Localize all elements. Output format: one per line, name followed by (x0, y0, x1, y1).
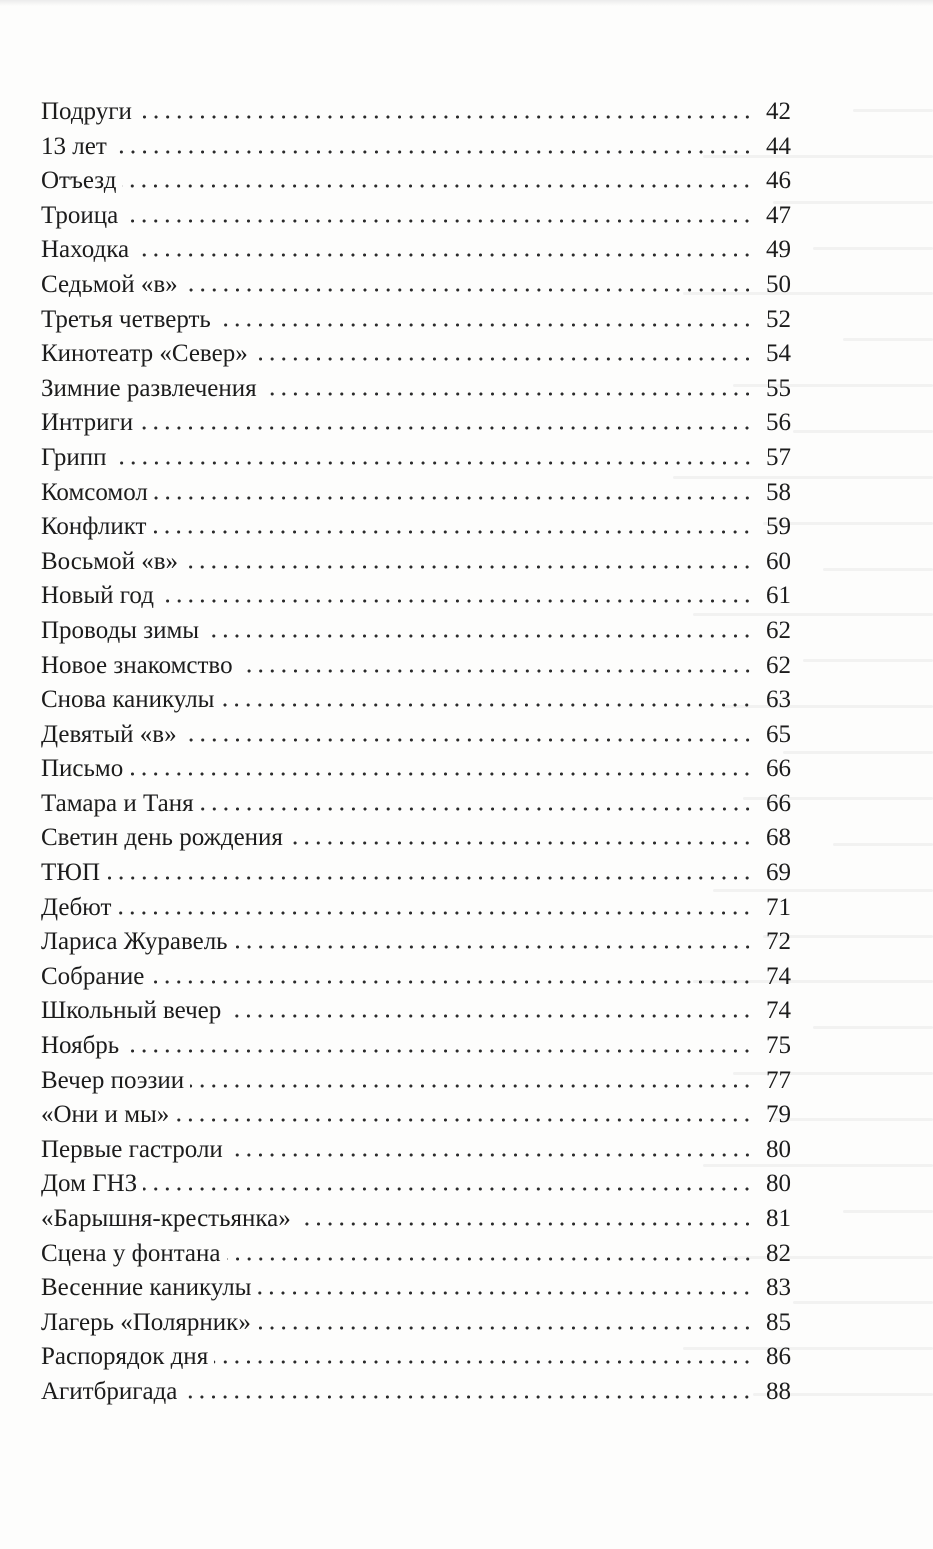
toc-entry-page-number: 82 (766, 1239, 791, 1267)
dot-leader (117, 911, 753, 915)
dot-leader (205, 634, 753, 638)
toc-entry-title: Проводы зимы (41, 616, 200, 644)
dot-leader (152, 530, 753, 534)
toc-entry-page-number: 79 (766, 1101, 791, 1129)
dot-leader (124, 219, 753, 223)
dot-leader (234, 945, 753, 949)
toc-entry-page-number: 56 (766, 409, 791, 437)
dot-leader (263, 392, 753, 396)
bleed-through-line (843, 338, 933, 341)
toc-entry-title: Зимние развлечения (41, 374, 257, 402)
toc-entry (41, 164, 791, 199)
toc-entry-page-number: 58 (766, 478, 791, 506)
toc-entry (41, 1340, 791, 1375)
toc-entry-title: Тамара и Таня (41, 789, 194, 817)
toc-entry-title: Дебют (41, 893, 112, 921)
dot-leader (190, 1084, 753, 1088)
toc-entry-page-number: 44 (766, 132, 791, 160)
dot-leader (220, 703, 753, 707)
toc-entry-title: Конфликт (41, 513, 147, 541)
toc-entry (41, 1237, 791, 1272)
bleed-through-line (853, 109, 933, 112)
toc-entry-title: Собрание (41, 962, 145, 990)
dot-leader (297, 1222, 753, 1226)
toc-entry-title: Новое знакомство (41, 651, 233, 679)
toc-entry (41, 614, 791, 649)
toc-entry-page-number: 57 (766, 443, 791, 471)
toc-entry (41, 960, 791, 995)
toc-entry-page-number: 61 (766, 582, 791, 610)
toc-entry-page-number: 66 (766, 789, 791, 817)
toc-entry-title: Новый год (41, 582, 154, 610)
dot-leader (229, 1153, 753, 1157)
bleed-through-line (793, 430, 933, 433)
dot-leader (257, 1326, 753, 1330)
toc-entry (41, 337, 791, 372)
dot-leader (239, 669, 753, 673)
toc-entry-page-number: 86 (766, 1343, 791, 1371)
toc-entry-title: Распорядок дня (41, 1343, 209, 1371)
toc-entry-page-number: 50 (766, 270, 791, 298)
dot-leader (183, 1395, 753, 1399)
toc-entry (41, 649, 791, 684)
toc-entry (41, 199, 791, 234)
toc-entry-title: «Они и мы» (41, 1101, 170, 1129)
table-of-contents (41, 95, 791, 1410)
dot-leader (125, 1049, 753, 1053)
toc-entry-page-number: 71 (766, 893, 791, 921)
toc-entry (41, 1202, 791, 1237)
toc-entry (41, 1167, 791, 1202)
toc-entry (41, 406, 791, 441)
toc-entry-title: Троица (41, 201, 119, 229)
dot-leader (129, 772, 753, 776)
toc-entry (41, 1098, 791, 1133)
dot-leader (184, 565, 753, 569)
toc-entry-title: Снова каникулы (41, 686, 215, 714)
toc-entry (41, 994, 791, 1029)
toc-entry-title: Ноябрь (41, 1032, 120, 1060)
dot-leader (122, 184, 753, 188)
toc-entry (41, 787, 791, 822)
toc-entry (41, 1064, 791, 1099)
toc-entry-title: Светин день рождения (41, 824, 283, 852)
toc-entry-title: Комсомол (41, 478, 148, 506)
toc-entry-page-number: 42 (766, 98, 791, 125)
toc-entry-title: Грипп (41, 443, 107, 471)
bleed-through-line (813, 247, 933, 250)
toc-entry-title: Подруги (41, 98, 132, 125)
toc-entry-page-number: 88 (766, 1377, 791, 1405)
toc-entry-title: Лариса Журавель (41, 928, 228, 956)
dot-leader (200, 807, 753, 811)
toc-entry (41, 718, 791, 753)
toc-entry (41, 233, 791, 268)
toc-entry-page-number: 69 (766, 859, 791, 887)
toc-entry-title: Восьмой «в» (41, 547, 179, 575)
dot-leader (139, 426, 753, 430)
toc-entry-page-number: 66 (766, 755, 791, 783)
toc-entry-title: Девятый «в» (41, 720, 177, 748)
toc-entry-page-number: 54 (766, 340, 791, 368)
toc-entry-title: 13 лет (41, 132, 107, 160)
toc-entry (41, 303, 791, 338)
toc-entry-page-number: 68 (766, 824, 791, 852)
bleed-through-line (813, 1026, 933, 1029)
dot-leader (143, 1187, 753, 1191)
toc-entry (41, 268, 791, 303)
toc-entry-page-number: 60 (766, 547, 791, 575)
toc-entry-page-number: 85 (766, 1308, 791, 1336)
toc-entry-page-number: 59 (766, 513, 791, 541)
toc-entry-title: Интриги (41, 409, 134, 437)
toc-entry (41, 441, 791, 476)
dot-leader (214, 1360, 753, 1364)
toc-entry-title: Находка (41, 236, 130, 264)
toc-entry-page-number: 65 (766, 720, 791, 748)
toc-entry-title: Седьмой «в» (41, 270, 178, 298)
toc-entry-page-number: 80 (766, 1135, 791, 1163)
toc-entry-page-number: 47 (766, 201, 791, 229)
toc-entry-page-number: 63 (766, 686, 791, 714)
toc-entry-title: «Барышня-крестьянка» (41, 1205, 291, 1232)
toc-entry-title: Первые гастроли (41, 1135, 223, 1163)
toc-entry-title: Дом ГНЗ (41, 1170, 138, 1198)
toc-entry (41, 683, 791, 718)
toc-entry-title: Вечер поэзии (41, 1066, 185, 1094)
dot-leader (227, 1014, 753, 1018)
dot-leader (175, 1118, 753, 1122)
dot-leader (106, 876, 753, 880)
toc-entry (41, 1029, 791, 1064)
toc-entry (41, 821, 791, 856)
toc-entry (41, 1133, 791, 1168)
page-top-edge (0, 0, 933, 6)
toc-entry (41, 510, 791, 545)
toc-entry (41, 476, 791, 511)
toc-entry-title: Третья четверть (41, 305, 211, 333)
dot-leader (183, 738, 753, 742)
dot-leader (217, 323, 753, 327)
dot-leader (257, 1291, 753, 1295)
dot-leader (135, 253, 753, 257)
dot-leader (227, 1257, 753, 1261)
bleed-through-line (823, 568, 933, 571)
toc-entry-title: Агитбригада (41, 1377, 178, 1405)
dot-leader (113, 461, 753, 465)
toc-entry-page-number: 81 (766, 1205, 791, 1232)
bleed-through-line (803, 659, 933, 662)
bleed-through-line (783, 751, 933, 754)
dot-leader (150, 980, 753, 984)
toc-entry (41, 545, 791, 580)
dot-leader (160, 599, 753, 603)
dot-leader (184, 288, 753, 292)
dot-leader (254, 357, 753, 361)
toc-entry (41, 130, 791, 165)
toc-entry-page-number: 55 (766, 374, 791, 402)
toc-entry-title: ТЮП (41, 859, 101, 887)
dot-leader (113, 150, 753, 154)
bleed-through-line (793, 1301, 933, 1304)
toc-entry-page-number: 75 (766, 1032, 791, 1060)
dot-leader (138, 115, 753, 119)
toc-entry-page-number: 62 (766, 616, 791, 644)
toc-entry-page-number: 74 (766, 962, 791, 990)
toc-entry-page-number: 80 (766, 1170, 791, 1198)
toc-entry-title: Кинотеатр «Север» (41, 340, 248, 368)
bleed-through-line (773, 1118, 933, 1121)
toc-entry (41, 856, 791, 891)
toc-entry (41, 1271, 791, 1306)
toc-entry-page-number: 72 (766, 928, 791, 956)
toc-entry-title: Письмо (41, 755, 124, 783)
dot-leader (154, 496, 753, 500)
toc-entry-page-number: 83 (766, 1274, 791, 1302)
toc-entry (41, 1306, 791, 1341)
toc-entry-page-number: 49 (766, 236, 791, 264)
toc-entry-title: Сцена у фонтана (41, 1239, 221, 1267)
toc-entry (41, 372, 791, 407)
toc-entry (41, 1375, 791, 1410)
toc-entry-title: Лагерь «Полярник» (41, 1308, 251, 1336)
dot-leader (289, 841, 753, 845)
toc-entry-page-number: 74 (766, 997, 791, 1025)
bleed-through-line (773, 201, 933, 204)
bleed-through-line (843, 1210, 933, 1213)
toc-entry-title: Весенние каникулы (41, 1274, 252, 1302)
toc-entry (41, 891, 791, 926)
toc-entry-title: Школьный вечер (41, 997, 222, 1025)
toc-entry-title: Отъезд (41, 167, 117, 195)
toc-entry (41, 752, 791, 787)
toc-entry-page-number: 62 (766, 651, 791, 679)
toc-entry-page-number: 52 (766, 305, 791, 333)
toc-entry (41, 579, 791, 614)
bleed-through-line (833, 843, 933, 846)
toc-entry (41, 925, 791, 960)
toc-entry (41, 95, 791, 130)
toc-entry-page-number: 77 (766, 1066, 791, 1094)
toc-entry-page-number: 46 (766, 167, 791, 195)
